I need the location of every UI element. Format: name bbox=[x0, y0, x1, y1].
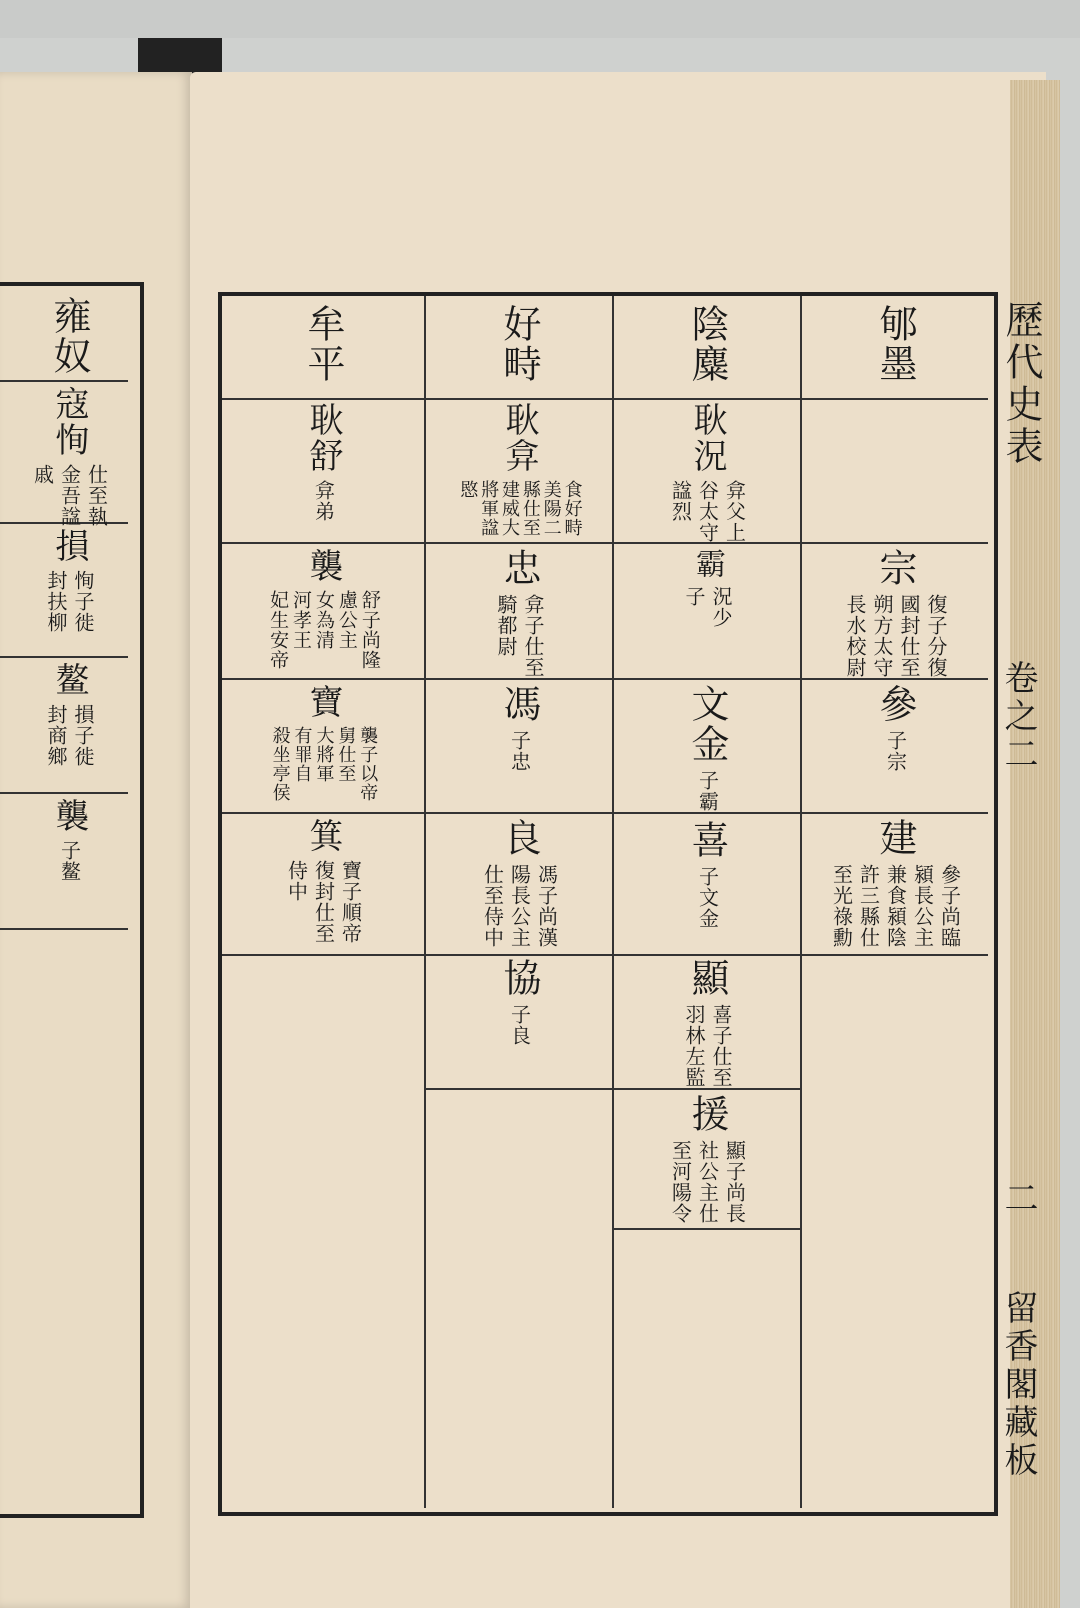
genealogy-note: 侍中 bbox=[284, 860, 309, 902]
row-rule bbox=[614, 812, 800, 814]
row-rule bbox=[222, 954, 424, 956]
row-rule bbox=[426, 1088, 612, 1090]
genealogy-note: 況少 bbox=[709, 586, 733, 628]
row-rule bbox=[802, 954, 988, 956]
genealogy-name: 文金 bbox=[685, 684, 729, 764]
row-rule bbox=[222, 812, 424, 814]
table-cell bbox=[222, 818, 424, 944]
genealogy-name: 協 bbox=[497, 958, 541, 998]
genealogy-name: 耿弇 bbox=[499, 402, 539, 474]
genealogy-name: 建 bbox=[873, 818, 917, 858]
genealogy-note: 國封仕至 bbox=[897, 594, 921, 678]
genealogy-note: 社公主仕 bbox=[695, 1140, 720, 1224]
left-entry-4 bbox=[14, 662, 124, 767]
genealogy-note: 許三縣仕 bbox=[856, 864, 881, 948]
genealogy-name: 耿舒 bbox=[303, 402, 343, 474]
genealogy-note: 子霸 bbox=[695, 770, 720, 812]
genealogy-note: 大將軍 bbox=[313, 726, 335, 783]
genealogy-note: 弇父上 bbox=[722, 480, 747, 543]
genealogy-note: 寶子順帝 bbox=[338, 860, 363, 944]
genealogy-note: 羽林左監 bbox=[682, 1004, 706, 1088]
row-rule bbox=[426, 954, 612, 956]
left-rule-5 bbox=[0, 928, 128, 930]
row-rule bbox=[614, 954, 800, 956]
genealogy-note: 戚 bbox=[30, 464, 55, 485]
table-cell bbox=[426, 402, 612, 537]
genealogy-name: 郇墨 bbox=[873, 304, 917, 384]
genealogy-note: 縣仕至 bbox=[519, 480, 541, 537]
genealogy-name: 良 bbox=[497, 818, 541, 858]
genealogy-name: 好畤 bbox=[497, 304, 541, 384]
genealogy-note: 喜子仕至 bbox=[709, 1004, 733, 1088]
row-rule bbox=[614, 1088, 800, 1090]
genealogy-note: 弇弟 bbox=[311, 480, 336, 522]
genealogy-name: 襲 bbox=[303, 548, 343, 584]
table-cell bbox=[222, 684, 424, 802]
table-cell bbox=[222, 402, 424, 522]
genealogy-name: 參 bbox=[873, 684, 917, 724]
genealogy-name: 耿況 bbox=[687, 402, 727, 474]
genealogy-note: 河孝王 bbox=[290, 590, 313, 650]
genealogy-note: 舒子尚隆 bbox=[358, 590, 381, 670]
table-cell bbox=[222, 304, 424, 384]
genealogy-note: 愍 bbox=[457, 480, 479, 499]
table-cell bbox=[802, 548, 988, 678]
genealogy-name: 鳌 bbox=[49, 662, 89, 698]
table-cell bbox=[614, 304, 800, 384]
genealogy-note: 子 bbox=[682, 586, 706, 607]
table-cell bbox=[426, 684, 612, 772]
left-entry-1 bbox=[14, 296, 124, 376]
genealogy-name: 雍奴 bbox=[47, 296, 91, 376]
row-rule bbox=[802, 812, 988, 814]
page-number: 二 bbox=[998, 1180, 1038, 1218]
genealogy-name: 寶 bbox=[303, 684, 343, 720]
genealogy-note: 有罪自 bbox=[291, 726, 313, 783]
table-cell bbox=[802, 304, 988, 384]
left-rule-3 bbox=[0, 656, 128, 658]
genealogy-note: 子忠 bbox=[507, 730, 532, 772]
genealogy-note: 損子徙 bbox=[71, 704, 95, 767]
table-cell bbox=[426, 304, 612, 384]
table-cell bbox=[614, 548, 800, 628]
genealogy-note: 舅仕至 bbox=[335, 726, 357, 783]
table-cell bbox=[614, 1094, 800, 1224]
row-rule bbox=[222, 398, 424, 400]
genealogy-note: 陽長公主 bbox=[507, 864, 532, 948]
genealogy-name: 喜 bbox=[685, 820, 729, 860]
genealogy-name: 顯 bbox=[685, 958, 729, 998]
genealogy-name: 襲 bbox=[49, 798, 89, 834]
table-cell bbox=[426, 958, 612, 1046]
left-entry-3 bbox=[14, 528, 124, 633]
genealogy-note: 殺坐亭侯 bbox=[269, 726, 291, 802]
row-rule bbox=[802, 398, 988, 400]
table-cell bbox=[426, 548, 612, 678]
table-cell bbox=[614, 684, 800, 812]
genealogy-note: 顯子尚長 bbox=[722, 1140, 747, 1224]
genealogy-note: 騎都尉 bbox=[494, 594, 518, 657]
genealogy-note: 恂子徙 bbox=[71, 570, 95, 633]
genealogy-note: 子宗 bbox=[883, 730, 908, 772]
row-rule bbox=[614, 398, 800, 400]
genealogy-note: 子良 bbox=[507, 1004, 532, 1046]
genealogy-note: 弇子仕至 bbox=[521, 594, 545, 678]
genealogy-note: 女為清 bbox=[312, 590, 335, 650]
genealogy-name: 損 bbox=[49, 528, 89, 564]
genealogy-note: 馮子尚漢 bbox=[534, 864, 559, 948]
genealogy-note: 妃生安帝 bbox=[267, 590, 290, 670]
left-entry-2 bbox=[14, 386, 124, 527]
volume-label: 卷之二 bbox=[998, 660, 1038, 774]
table-cell bbox=[614, 402, 800, 543]
row-rule bbox=[802, 678, 988, 680]
genealogy-name: 霸 bbox=[690, 548, 725, 580]
table-cell bbox=[802, 684, 988, 772]
genealogy-name: 宗 bbox=[873, 548, 917, 588]
table-cell bbox=[614, 820, 800, 929]
genealogy-note: 襲子以帝 bbox=[357, 726, 379, 802]
genealogy-note: 參子尚臨 bbox=[937, 864, 962, 948]
genealogy-note: 子鳌 bbox=[57, 840, 82, 882]
genealogy-note: 子文金 bbox=[695, 866, 720, 929]
row-rule bbox=[426, 812, 612, 814]
genealogy-note: 食好畤 bbox=[561, 480, 583, 537]
genealogy-note: 仕至侍中 bbox=[480, 864, 505, 948]
left-entry-5 bbox=[14, 798, 124, 882]
row-rule bbox=[802, 542, 988, 544]
genealogy-note: 潁長公主 bbox=[910, 864, 935, 948]
table-cell bbox=[426, 818, 612, 948]
genealogy-note: 復子分復 bbox=[924, 594, 948, 678]
genealogy-note: 將軍諡 bbox=[478, 480, 500, 537]
row-rule bbox=[222, 542, 424, 544]
genealogy-note: 封商鄉 bbox=[44, 704, 68, 767]
genealogy-name: 箕 bbox=[303, 818, 343, 854]
left-rule-1 bbox=[0, 380, 128, 382]
genealogy-name: 援 bbox=[685, 1094, 729, 1134]
genealogy-note: 仕至執 bbox=[84, 464, 109, 527]
row-rule bbox=[614, 1228, 800, 1230]
genealogy-name: 寇恂 bbox=[49, 386, 89, 458]
genealogy-note: 諡烈 bbox=[668, 480, 693, 522]
table-cell bbox=[614, 958, 800, 1088]
genealogy-name: 忠 bbox=[497, 548, 541, 588]
genealogy-note: 至河陽令 bbox=[668, 1140, 693, 1224]
genealogy-note: 建威大 bbox=[499, 480, 520, 537]
genealogy-note: 朔方太守 bbox=[870, 594, 894, 678]
book-title: 歷代史表 bbox=[999, 300, 1043, 468]
row-rule bbox=[222, 678, 424, 680]
genealogy-note: 慮公主 bbox=[335, 590, 358, 650]
genealogy-note: 美陽二 bbox=[540, 480, 562, 537]
row-rule bbox=[426, 398, 612, 400]
genealogy-note: 長水校尉 bbox=[843, 594, 867, 678]
row-rule bbox=[426, 678, 612, 680]
genealogy-name: 牟平 bbox=[301, 304, 345, 384]
background-strip bbox=[0, 0, 1080, 38]
genealogy-name: 陰麋 bbox=[685, 304, 729, 384]
genealogy-note: 兼食潁陰 bbox=[883, 864, 908, 948]
genealogy-name: 馮 bbox=[497, 684, 541, 724]
row-rule bbox=[614, 678, 800, 680]
genealogy-note: 谷太守 bbox=[695, 480, 720, 543]
table-cell bbox=[222, 548, 424, 670]
genealogy-note: 至光祿勳 bbox=[829, 864, 854, 948]
left-rule-4 bbox=[0, 792, 128, 794]
row-rule bbox=[426, 542, 612, 544]
genealogy-note: 金吾諡 bbox=[57, 464, 82, 527]
genealogy-note: 封扶柳 bbox=[44, 570, 68, 633]
publisher-label: 留香閣藏板 bbox=[998, 1290, 1038, 1480]
genealogy-note: 復封仕至 bbox=[311, 860, 336, 944]
table-cell bbox=[802, 818, 988, 948]
